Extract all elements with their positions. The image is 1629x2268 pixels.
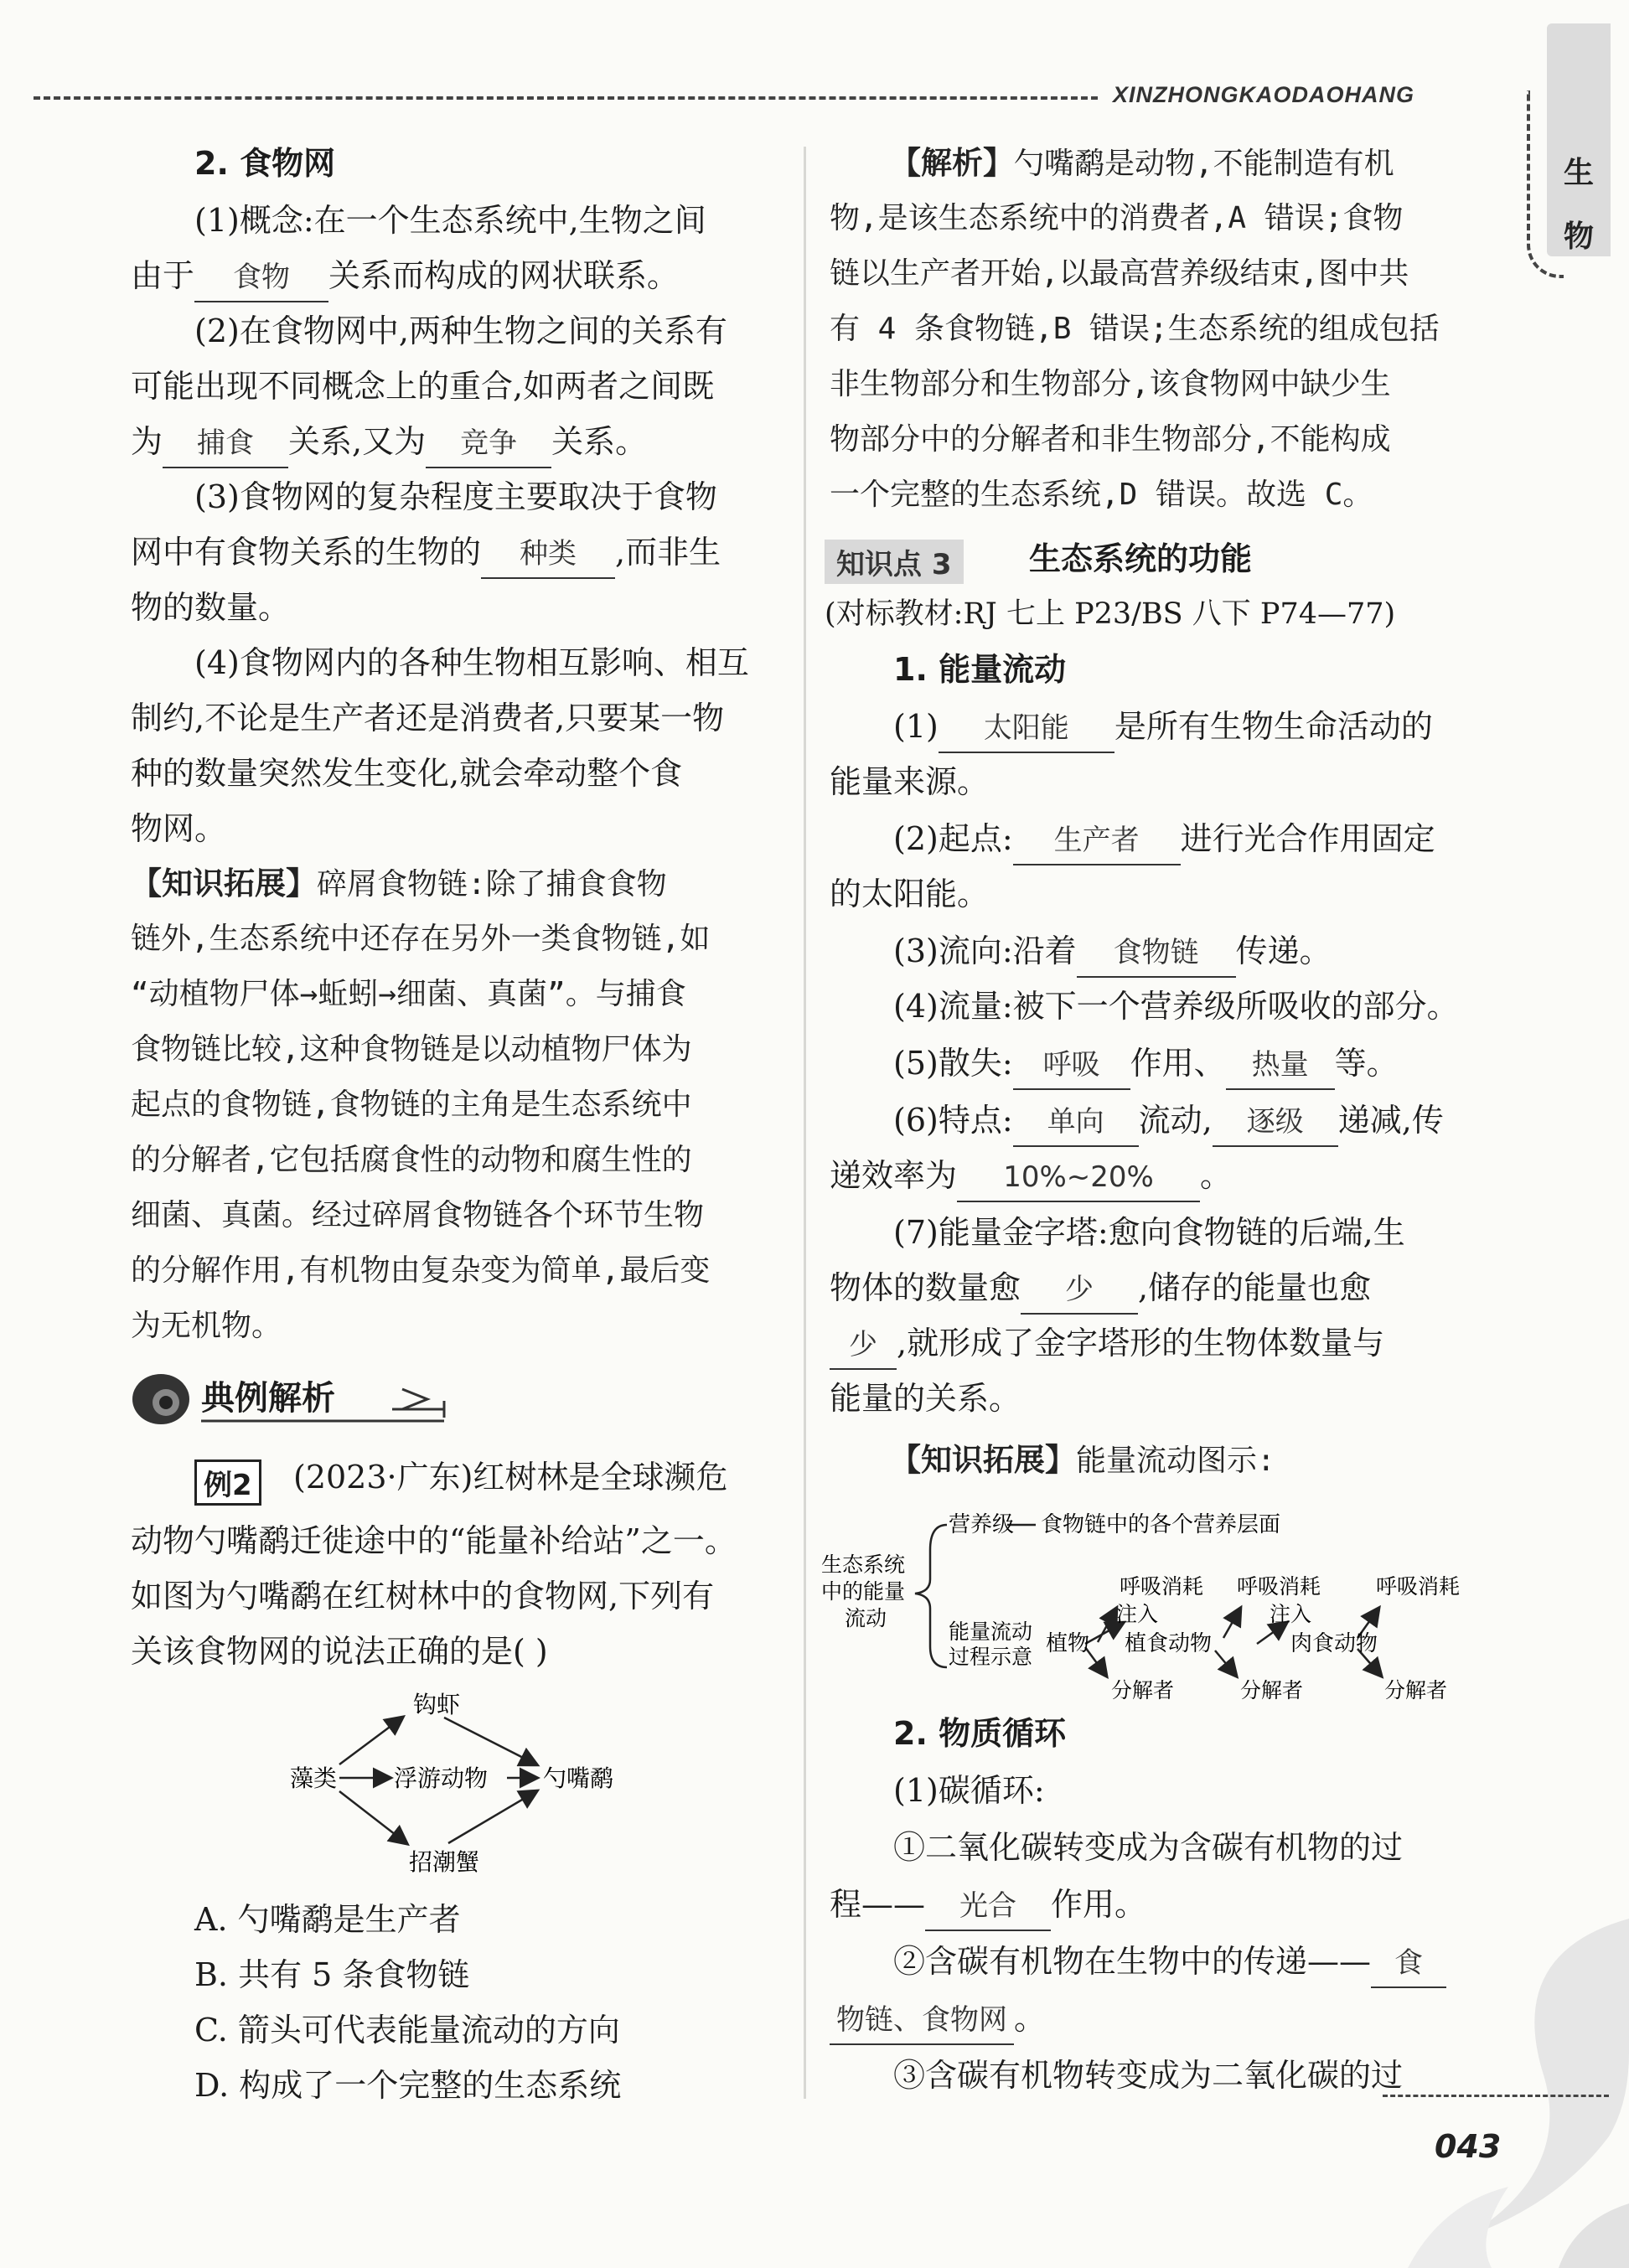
answer-blank: 种类 (481, 530, 615, 579)
text-line: (2)在食物网中,两种生物之间的关系有 (194, 313, 727, 349)
answer-blank: 生产者 (1013, 817, 1181, 865)
section-title-examples: 典例解析 (201, 1379, 335, 1418)
text-line: 如图为勺嘴鹬在红树林中的食物网,下列有 (131, 1578, 715, 1614)
food-web-diagram (277, 1684, 645, 1885)
flow-resp-3: 呼吸消耗 (1376, 1574, 1461, 1599)
flow-process-label: 能量流动过程示意 (949, 1620, 1033, 1669)
node-algae: 藻类 (290, 1764, 338, 1792)
text-line: ③含碳有机物转变成为二氧化碳的过 (893, 2057, 1404, 2094)
arrow-shrimp-sandpiper (444, 1718, 536, 1764)
text-line: 一个完整的生态系统,D 错误。故选 C。 (830, 478, 1373, 512)
text-line: 的太阳能。 (830, 876, 990, 912)
flow-decomp-2: 分解者 (1240, 1678, 1304, 1702)
fill-line: 由于 食物 关系而构成的网状联系。 (131, 248, 679, 303)
subject-tab-char-2: 物 (1563, 220, 1594, 254)
knowledge-extension-label: 【知识拓展】 (131, 865, 317, 902)
text-line: 物网。 (131, 810, 227, 847)
fill-line: ②含碳有机物在生物中的传递—— 食 (893, 1934, 1446, 1989)
header-dashed-rule (34, 96, 1098, 100)
text-line: 细菌、真菌。经过碎屑食物链各个环节生物 (131, 1198, 705, 1232)
text-line: (4)食物网内的各种生物相互影响、相互 (194, 644, 749, 681)
answer-blank: 呼吸 (1013, 1041, 1130, 1090)
fill-line: 网中有食物关系的生物的 种类 ,而非生 (131, 524, 721, 580)
text-line: 物,是该生态系统中的消费者,A 错误;食物 (830, 201, 1404, 235)
text-line: 物部分中的分解者和非生物部分,不能构成 (830, 422, 1391, 457)
fill-line: 为 捕食 关系,又为 竞争 关系。 (131, 414, 647, 469)
brand-text: XINZHONGKAODAOHANG (1113, 82, 1414, 107)
text-line: (1)概念:在一个生态系统中,生物之间 (194, 202, 706, 239)
page-number: 043 (1435, 2128, 1502, 2165)
knowledge-extension-label: 【知识拓展】 (890, 1442, 1076, 1478)
fill-line: 物链、食物网 。 (830, 1991, 1046, 2046)
arrow-herb-decomp (1215, 1651, 1236, 1676)
fill-line: (1) 太阳能 是所有生物生命活动的 (893, 699, 1433, 754)
knowledge-extension-right: 【知识拓展】能量流动图示: (890, 1442, 1275, 1478)
answer-blank: 食物 (194, 254, 328, 302)
fill-line: (5)散失: 呼吸 作用、 热量 等。 (893, 1036, 1399, 1091)
text-line: 关该食物网的说法正确的是( ) (131, 1633, 548, 1670)
fill-line: 程—— 光合 作用。 (830, 1877, 1146, 1932)
energy-flow-diagram (821, 1500, 1492, 1718)
answer-blank: 逐级 (1213, 1098, 1338, 1147)
column-divider (804, 147, 806, 2099)
arrow-plant-resp (1098, 1609, 1116, 1642)
fill-line: (3)流向:沿着 食物链 传递。 (893, 923, 1332, 979)
textbook-reference: (对标教材:RJ 七上 P23/BS 八下 P74—77) (825, 597, 1396, 631)
flow-decomp-1: 分解者 (1111, 1678, 1175, 1702)
answer-blank: 物链、食物网 (830, 1997, 1014, 2045)
flow-resp-2: 呼吸消耗 (1237, 1574, 1321, 1599)
knowledge-point-title: 生态系统的功能 (1029, 540, 1253, 577)
example-badge: 例2 (194, 1459, 261, 1506)
flow-decomp-3: 分解者 (1384, 1678, 1448, 1702)
node-sandpiper: 勺嘴鹬 (543, 1764, 614, 1792)
analysis: 【解析】勺嘴鹬是动物,不能制造有机 (890, 145, 1394, 181)
subsection-title-energy: 1. 能量流动 (893, 651, 1067, 688)
flow-node-carnivore: 肉食动物 (1290, 1631, 1378, 1656)
flow-level-label: 营养级 (949, 1512, 1015, 1537)
answer-blank: 太阳能 (939, 705, 1114, 753)
knowledge-point-badge: 知识点 3 (825, 540, 964, 584)
answer-blank: 食 (1371, 1940, 1446, 1988)
text-line: (4)流量:被下一个营养级所吸收的部分。 (893, 988, 1459, 1025)
brace (915, 1525, 947, 1667)
arrow-herb-resp (1223, 1609, 1240, 1638)
arrow-algae-crab (339, 1791, 406, 1843)
text-line: ①二氧化碳转变成为含碳有机物的过 (893, 1829, 1404, 1866)
fill-line: 少 ,就形成了金字塔形的生物体数量与 (830, 1315, 1384, 1371)
text-line: 的分解作用,有机物由复杂变为简单,最后变 (131, 1253, 711, 1288)
option-b: B. 共有 5 条食物链 (194, 1956, 470, 1993)
text-line: 可能出现不同概念上的重合,如两者之间既 (131, 368, 715, 405)
text-line: 为无机物。 (131, 1309, 282, 1343)
flow-inject-1: 注入 (1116, 1602, 1159, 1626)
answer-blank: 单向 (1013, 1098, 1139, 1147)
node-zooplankton: 浮游动物 (394, 1764, 489, 1792)
text-line: 有 4 条食物链,B 错误;生态系统的组成包括 (830, 312, 1440, 346)
knowledge-extension: 【知识拓展】碎屑食物链:除了捕食食物 (131, 865, 667, 902)
fill-line: 物体的数量愈 少 ,储存的能量也愈 (830, 1260, 1371, 1315)
arrow-algae-shrimp (339, 1718, 402, 1764)
text-line: 种的数量突然发生变化,就会牵动整个食 (131, 755, 683, 792)
text-line: (2023·广东)红树林是全球濒危 (293, 1459, 728, 1496)
fill-line: 递效率为 10%~20% 。 (830, 1148, 1232, 1203)
answer-blank: 热量 (1226, 1041, 1335, 1090)
answer-blank: 10%~20% (957, 1154, 1200, 1202)
node-crab: 招潮蟹 (409, 1848, 480, 1876)
text-line: 物的数量。 (131, 589, 291, 626)
decorative-swirl (1257, 1885, 1629, 2268)
answer-blank: 光合 (925, 1883, 1051, 1931)
text-line: 链以生产者开始,以最高营养级结束,图中共 (830, 256, 1409, 291)
text-line: 食物链比较,这种食物链是以动植物尸体为 (131, 1032, 692, 1067)
fill-line: (2)起点: 生产者 进行光合作用固定 (893, 811, 1435, 866)
option-d: D. 构成了一个完整的生态系统 (194, 2067, 622, 2104)
fill-line: (6)特点: 单向 流动, 逐级 递减,传 (893, 1093, 1444, 1148)
node-shrimp: 钩虾 (413, 1691, 461, 1718)
text-line: 的分解者,它包括腐食性的动物和腐生性的 (131, 1143, 692, 1177)
text-line: 链外,生态系统中还存在另外一类食物链,如 (131, 922, 711, 956)
footer-dashed-rule (1383, 2095, 1609, 2097)
answer-blank: 少 (830, 1321, 897, 1370)
flow-inject-2: 注入 (1270, 1602, 1312, 1626)
flow-level-desc: 食物链中的各个营养层面 (1041, 1512, 1281, 1537)
option-c: C. 箭头可代表能量流动的方向 (194, 2012, 620, 2048)
flow-node-plant: 植物 (1046, 1631, 1090, 1656)
text-line: 能量来源。 (830, 763, 990, 800)
option-a: A. 勺嘴鹬是生产者 (194, 1901, 461, 1938)
text-line: “动植物尸体→蚯蚓→细菌、真菌”。与捕食 (131, 977, 686, 1011)
flow-root-label: 生态系统中的能量流动 (821, 1552, 906, 1630)
tab-dashed-curve (1527, 90, 1564, 278)
text-line: 能量的关系。 (830, 1380, 1021, 1417)
flow-resp-1: 呼吸消耗 (1120, 1574, 1204, 1599)
answer-blank: 捕食 (163, 420, 288, 468)
text-line: (1)碳循环: (893, 1772, 1045, 1809)
text-line: 制约,不论是生产者还是消费者,只要某一物 (131, 700, 725, 736)
analysis-label: 【解析】 (890, 145, 1014, 181)
subject-tab-char-1: 生 (1563, 156, 1594, 190)
text-line: (3)食物网的复杂程度主要取决于食物 (194, 478, 717, 515)
subsection-title-cycle: 2. 物质循环 (893, 1715, 1067, 1752)
answer-blank: 食物链 (1077, 929, 1236, 978)
answer-blank: 竞争 (426, 420, 551, 468)
text-line: 起点的食物链,食物链的主角是生态系统中 (131, 1088, 692, 1122)
text-line: 非生物部分和生物部分,该食物网中缺少生 (830, 367, 1391, 401)
text-line: 动物勺嘴鹬迁徙途中的“能量补给站”之一。 (131, 1522, 737, 1559)
text-line: (7)能量金字塔:愈向食物链的后端,生 (893, 1214, 1405, 1251)
answer-blank: 少 (1021, 1266, 1138, 1315)
section-title-food-web: 2. 食物网 (194, 145, 336, 182)
arrow-crab-sandpiper (448, 1791, 536, 1843)
flow-node-herbivore: 植食动物 (1125, 1631, 1213, 1656)
